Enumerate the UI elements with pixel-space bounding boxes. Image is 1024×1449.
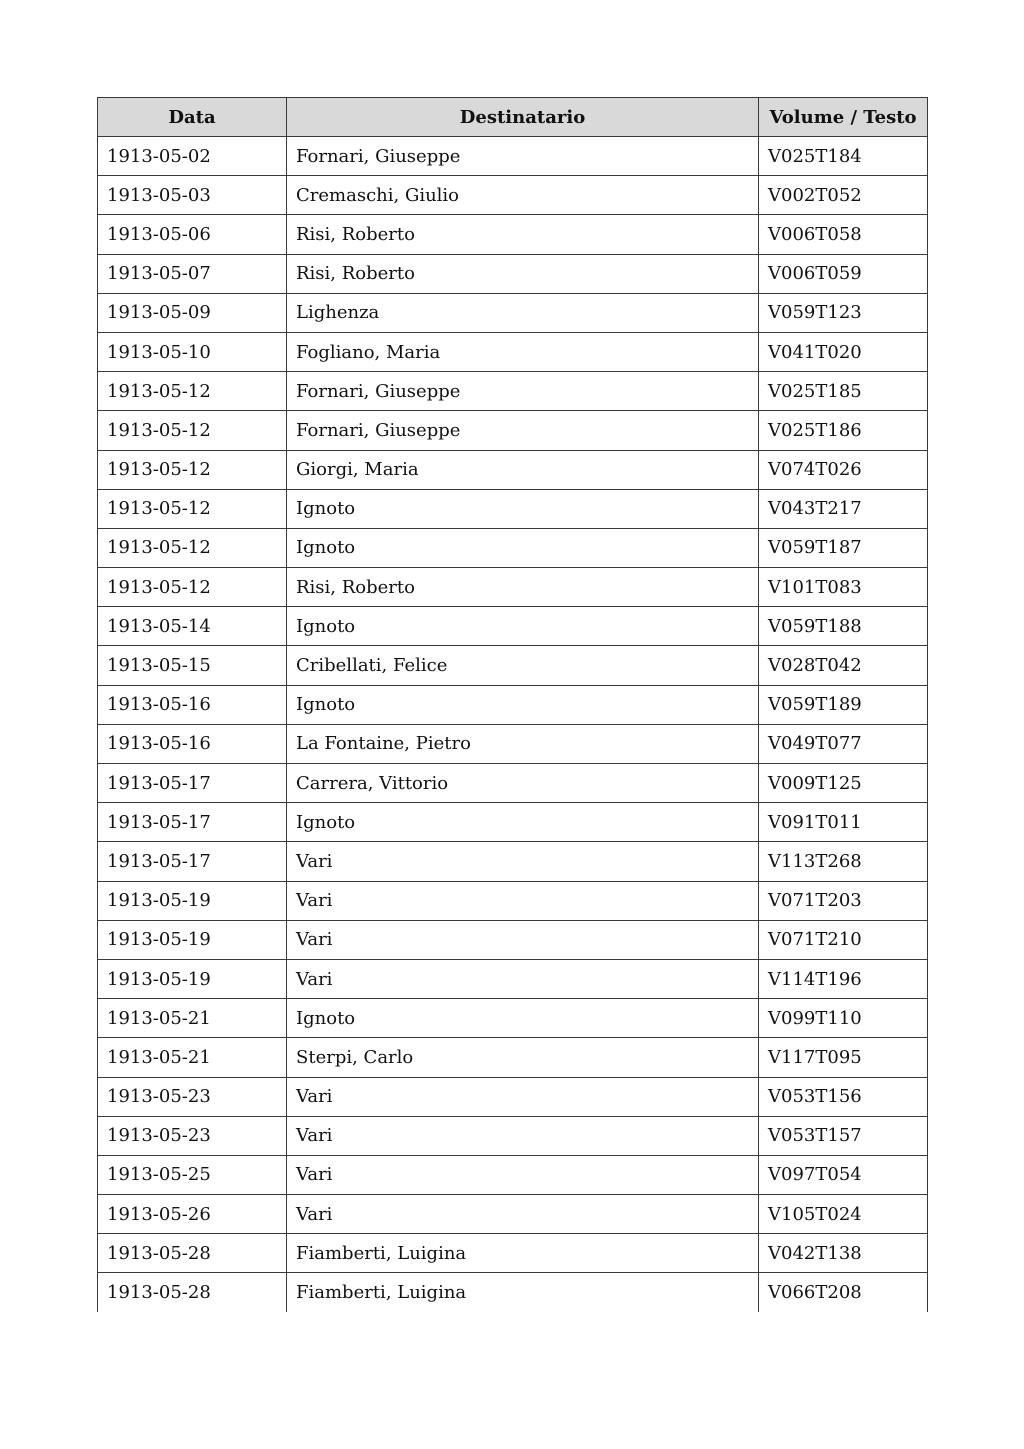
cell-destinatario: Fiamberti, Luigina (287, 1273, 759, 1312)
column-header-destinatario: Destinatario (287, 98, 759, 137)
table-row (98, 450, 928, 489)
table-row (98, 1234, 928, 1273)
header-row (98, 98, 928, 137)
cell-date: 1913-05-25 (98, 1155, 287, 1194)
table-row (98, 685, 928, 724)
cell-date: 1913-05-12 (98, 489, 287, 528)
cell-destinatario: Ignoto (287, 685, 759, 724)
cell-date: 1913-05-19 (98, 959, 287, 998)
cell-volume-testo: V006T058 (759, 215, 928, 254)
cell-destinatario: Vari (287, 881, 759, 920)
table-row (98, 1195, 928, 1234)
table-row (98, 293, 928, 332)
table-row (98, 489, 928, 528)
cell-date: 1913-05-12 (98, 411, 287, 450)
table-row (98, 724, 928, 763)
cell-volume-testo: V042T138 (759, 1234, 928, 1273)
table-row (98, 1155, 928, 1194)
cell-date: 1913-05-21 (98, 999, 287, 1038)
cell-volume-testo: V117T095 (759, 1038, 928, 1077)
table-row (98, 1116, 928, 1155)
cell-destinatario: Fornari, Giuseppe (287, 411, 759, 450)
cell-destinatario: Ignoto (287, 489, 759, 528)
table-row (98, 176, 928, 215)
table-row (98, 920, 928, 959)
cell-date: 1913-05-23 (98, 1116, 287, 1155)
cell-volume-testo: V002T052 (759, 176, 928, 215)
table-row (98, 842, 928, 881)
table-row (98, 332, 928, 371)
table-row (98, 881, 928, 920)
cell-date: 1913-05-03 (98, 176, 287, 215)
cell-date: 1913-05-28 (98, 1273, 287, 1312)
cell-volume-testo: V059T188 (759, 607, 928, 646)
table-row (98, 1077, 928, 1116)
table-row (98, 803, 928, 842)
cell-volume-testo: V114T196 (759, 959, 928, 998)
cell-destinatario: Lighenza (287, 293, 759, 332)
table-body (98, 137, 928, 1313)
cell-destinatario: Cremaschi, Giulio (287, 176, 759, 215)
cell-destinatario: Sterpi, Carlo (287, 1038, 759, 1077)
cell-destinatario: Carrera, Vittorio (287, 764, 759, 803)
cell-destinatario: Vari (287, 920, 759, 959)
cell-volume-testo: V025T184 (759, 137, 928, 176)
cell-volume-testo: V028T042 (759, 646, 928, 685)
cell-date: 1913-05-12 (98, 568, 287, 607)
cell-destinatario: Vari (287, 1195, 759, 1234)
cell-destinatario: Vari (287, 1077, 759, 1116)
cell-destinatario: Vari (287, 1155, 759, 1194)
cell-date: 1913-05-10 (98, 332, 287, 371)
cell-destinatario: Risi, Roberto (287, 254, 759, 293)
table-header (98, 98, 928, 137)
letters-table (97, 97, 928, 1312)
cell-volume-testo: V043T217 (759, 489, 928, 528)
cell-volume-testo: V059T189 (759, 685, 928, 724)
cell-volume-testo: V066T208 (759, 1273, 928, 1312)
cell-volume-testo: V091T011 (759, 803, 928, 842)
cell-date: 1913-05-17 (98, 764, 287, 803)
cell-volume-testo: V041T020 (759, 332, 928, 371)
table-row (98, 607, 928, 646)
cell-date: 1913-05-09 (98, 293, 287, 332)
cell-date: 1913-05-28 (98, 1234, 287, 1273)
table-row (98, 372, 928, 411)
cell-date: 1913-05-12 (98, 450, 287, 489)
cell-date: 1913-05-19 (98, 920, 287, 959)
cell-volume-testo: V025T185 (759, 372, 928, 411)
table-row (98, 999, 928, 1038)
cell-destinatario: La Fontaine, Pietro (287, 724, 759, 763)
cell-date: 1913-05-02 (98, 137, 287, 176)
table-row (98, 528, 928, 567)
cell-date: 1913-05-16 (98, 685, 287, 724)
cell-volume-testo: V101T083 (759, 568, 928, 607)
cell-date: 1913-05-23 (98, 1077, 287, 1116)
cell-volume-testo: V053T156 (759, 1077, 928, 1116)
cell-volume-testo: V113T268 (759, 842, 928, 881)
table-row (98, 1038, 928, 1077)
table-row (98, 764, 928, 803)
cell-volume-testo: V053T157 (759, 1116, 928, 1155)
table-row (98, 1273, 928, 1312)
cell-destinatario: Ignoto (287, 803, 759, 842)
cell-destinatario: Risi, Roberto (287, 215, 759, 254)
cell-date: 1913-05-19 (98, 881, 287, 920)
table-row (98, 411, 928, 450)
column-header-date: Data (98, 98, 287, 137)
cell-destinatario: Cribellati, Felice (287, 646, 759, 685)
cell-volume-testo: V049T077 (759, 724, 928, 763)
table-row (98, 568, 928, 607)
cell-date: 1913-05-06 (98, 215, 287, 254)
cell-destinatario: Ignoto (287, 999, 759, 1038)
cell-volume-testo: V074T026 (759, 450, 928, 489)
cell-volume-testo: V071T203 (759, 881, 928, 920)
cell-destinatario: Fiamberti, Luigina (287, 1234, 759, 1273)
table-row (98, 959, 928, 998)
cell-volume-testo: V025T186 (759, 411, 928, 450)
table-row (98, 215, 928, 254)
cell-destinatario: Vari (287, 1116, 759, 1155)
cell-volume-testo: V071T210 (759, 920, 928, 959)
cell-destinatario: Risi, Roberto (287, 568, 759, 607)
cell-volume-testo: V099T110 (759, 999, 928, 1038)
cell-date: 1913-05-17 (98, 842, 287, 881)
cell-date: 1913-05-21 (98, 1038, 287, 1077)
cell-date: 1913-05-16 (98, 724, 287, 763)
cell-destinatario: Ignoto (287, 607, 759, 646)
table-row (98, 646, 928, 685)
cell-date: 1913-05-15 (98, 646, 287, 685)
cell-date: 1913-05-07 (98, 254, 287, 293)
cell-destinatario: Fogliano, Maria (287, 332, 759, 371)
cell-destinatario: Vari (287, 842, 759, 881)
cell-date: 1913-05-17 (98, 803, 287, 842)
table-row (98, 254, 928, 293)
cell-date: 1913-05-26 (98, 1195, 287, 1234)
column-header-volume-testo: Volume / Testo (759, 98, 928, 137)
cell-destinatario: Ignoto (287, 528, 759, 567)
cell-volume-testo: V009T125 (759, 764, 928, 803)
cell-volume-testo: V097T054 (759, 1155, 928, 1194)
cell-destinatario: Vari (287, 959, 759, 998)
cell-destinatario: Giorgi, Maria (287, 450, 759, 489)
cell-date: 1913-05-14 (98, 607, 287, 646)
cell-date: 1913-05-12 (98, 372, 287, 411)
cell-volume-testo: V059T123 (759, 293, 928, 332)
table-row (98, 137, 928, 176)
cell-destinatario: Fornari, Giuseppe (287, 137, 759, 176)
cell-destinatario: Fornari, Giuseppe (287, 372, 759, 411)
cell-volume-testo: V105T024 (759, 1195, 928, 1234)
cell-volume-testo: V059T187 (759, 528, 928, 567)
cell-volume-testo: V006T059 (759, 254, 928, 293)
cell-date: 1913-05-12 (98, 528, 287, 567)
